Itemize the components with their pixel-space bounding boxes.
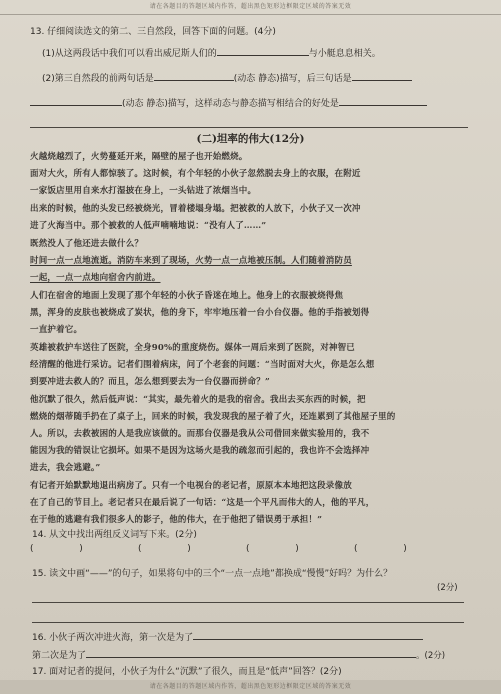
passage-line: 既然没人了他还进去做什么？ [30, 239, 144, 249]
q14-answer-slot[interactable]: ( ) [138, 544, 191, 554]
q13-part2 [42, 71, 412, 84]
passage-line: 燃烧的烟蒂随手扔在了桌子上，回来的时候，我发现我的屋子着了火，还连累到了其他屋子里的 [30, 412, 396, 422]
q13-part1 [42, 46, 381, 59]
q16-line2 [32, 648, 445, 661]
section-title: (二)坦率的伟大(12分) [196, 133, 305, 145]
q14-stem: 14. 从文中找出两组反义词写下来。(2分) [32, 530, 197, 540]
q13-part2-prefix: (2)第三自然段的前两句话是 [42, 74, 154, 84]
q13-part3-blank1[interactable] [30, 96, 122, 106]
passage-line: 出来的时候，他的头发已经被烧光，冒着楼塌身塌。把被救的人放下，小伙子又一次冲 [30, 204, 361, 214]
passage-line: 经清醒的他进行采访。记者们围着病床，问了个老套的问题：“当时面对大火，你是怎么想 [30, 360, 375, 370]
q15-score: (2分) [437, 583, 458, 593]
q13-part3 [30, 96, 427, 109]
passage-line: 一家饭店里用自来水打湿披在身上，一头钻进了浓烟当中。 [30, 186, 257, 196]
passage-line: 能因为我的错误让它损坏。如果不是因为这场火是我的疏忽而引起的，我也许不会选择冲 [30, 446, 370, 456]
q13-part3-blank2[interactable] [339, 96, 427, 106]
passage-line: 面对大火，所有人都惊骇了。这时候，有个年轻的小伙子忽然脱去身上的衣服，在附近 [30, 169, 361, 179]
q16-stem-second: 第二次是为了 [32, 651, 87, 661]
q15-answer-line[interactable] [32, 622, 464, 623]
q13-part2-blank2[interactable] [352, 71, 412, 81]
q14-answer-slot[interactable]: ( ) [30, 544, 83, 554]
passage-line: 进了火海当中。那个被救的人低声喃喃地说：“没有人了……” [30, 221, 267, 231]
passage-line: 英雄被救护车送往了医院，全身90%的重度烧伤。媒体一周后来到了医院，对神智已 [30, 343, 356, 353]
q16-line1 [32, 630, 423, 643]
passage-line: 有记者开始默默地退出病房了。只有一个电视台的老记者，原原本本地把这段录像放 [30, 481, 352, 491]
q16-stem: 16. 小伙子两次冲进火海，第一次是为了 [32, 633, 194, 643]
q13-part2-choice: (动态 静态)描写，后三句话是 [233, 74, 352, 84]
q13-stem: 13. 仔细阅读选文的第二、三自然段，回答下面的问题。(4分) [30, 27, 276, 37]
passage-line-underlined: 时间一点一点地流逝。消防车来到了现场，火势一点一点地被压制。人们随着消防员 [30, 256, 352, 266]
answer-area-notice-bottom: 请在各题目的答题区域内作答，超出黑色矩形边框限定区域的答案无效 [0, 680, 501, 694]
passage-line: 他沉默了很久，然后低声说：“其实，最先着火的是我的宿舍。我出去买东西的时候，把 [30, 395, 366, 405]
passage-line: 火越烧越烈了，火势蔓延开来，隔壁的屋子也开始燃烧。 [30, 152, 248, 162]
q13-part1-blank[interactable] [217, 46, 309, 56]
q13-part1-suffix: 与小艇息息相关。 [308, 49, 381, 59]
q13-part1-prefix: (1)从这两段话中我们可以看出威尼斯人们的 [42, 49, 217, 59]
q16-blank2[interactable] [86, 648, 416, 658]
q16-score: 。(2分) [416, 651, 446, 661]
q14-answer-row [30, 544, 462, 554]
q13-part3-text: (动态 静态)描写，这样动态与静态描写相结合的好处是 [122, 99, 339, 109]
q14-answer-slot[interactable]: ( ) [354, 544, 407, 554]
q13-part2-blank1[interactable] [154, 71, 234, 81]
passage-line: 人。所以，去救被困的人是我应该做的。而那台仪器是我从公司借回来做实验用的，我不 [30, 429, 370, 439]
q14-answer-slot[interactable]: ( ) [246, 544, 299, 554]
passage-line: 到要冲进去救人的？而且，怎么想到要去为一台仪器而拼命？” [30, 377, 270, 387]
q16-blank1[interactable] [193, 630, 423, 640]
q17-stem: 17. 面对记者的提问，小伙子为什么“沉默”了很久，而且是“低声”回答？(2分) [32, 667, 342, 677]
q15-answer-line[interactable] [32, 602, 464, 603]
passage-line: 在于他的逃避有我们很多人的影子，他的伟大，在于他把了错误勇于承担！” [30, 515, 323, 525]
passage-line: 黑，浑身的皮肤也被烧成了炭状，他的身下，牢牢地压着一台小台仪器。他的手指被划得 [30, 308, 370, 318]
passage-line: 一直护着它。 [30, 325, 83, 335]
q13-answer-line[interactable] [30, 127, 468, 128]
passage-line-underlined: 一起，一点一点地向宿舍内前进。 [30, 273, 161, 283]
q15-stem: 15. 读文中画“——”的句子，如果将句中的三个“一点一点地”都换成“慢慢”好吗？为什么？ [32, 569, 393, 579]
passage-line: 人们在宿舍的地面上发现了那个年轻的小伙子昏迷在地上。他身上的衣服被烧得焦 [30, 291, 344, 301]
answer-area-notice-top: 请在各题目的答题区域内作答，超出黑色矩形边框限定区域的答案无效 [0, 0, 501, 15]
passage-line: 进去，我会逃避。” [30, 463, 101, 473]
passage-line: 在了自己的节目上。老记者只在最后说了一句话：“这是一个平凡而伟大的人，他的平凡， [30, 498, 375, 508]
